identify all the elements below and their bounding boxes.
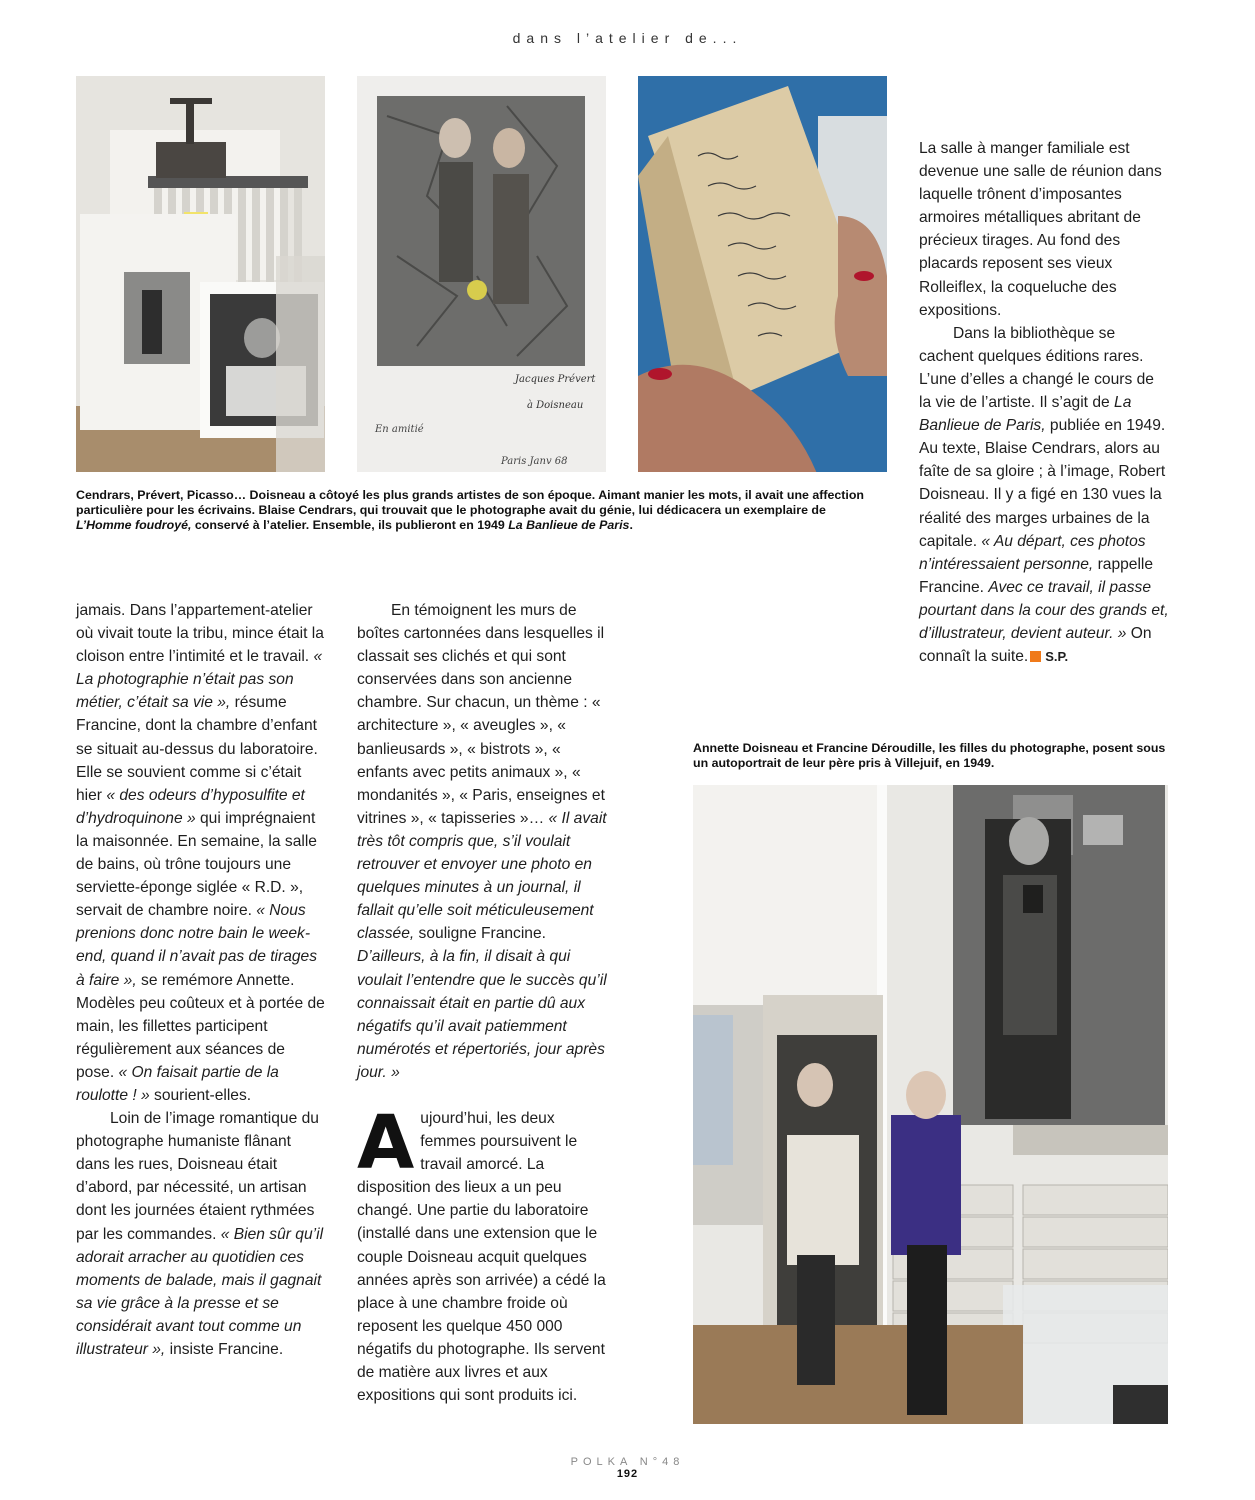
footer-page-number: 192 bbox=[616, 1468, 639, 1480]
col2-quote: D’ailleurs, à la fin, il disait à qui voulait l’entendre que le succès qu’il connaissait était en partie dû aux négatifs qu’il avait patiemment numérotés et répertoriés, jour après jour. » bbox=[357, 948, 607, 1081]
body-column-2 bbox=[357, 599, 609, 1407]
col1-paragraph-1 bbox=[76, 599, 326, 1107]
caption-top-book-title-2: La Banlieue de Paris bbox=[508, 518, 630, 532]
caption-top-text-2: conservé à l’atelier. Ensemble, ils publieront en 1949 bbox=[191, 518, 509, 532]
caption-top-text-1: Cendrars, Prévert, Picasso… Doisneau a côtoyé les plus grands artistes de son époque. Aimant manier les mots, il avait une affection particulière pour les écrivains. Blaise Cendrars, qui trouvait que le photographe avait du génie, lui dédicacera un exemplaire de bbox=[76, 488, 864, 517]
caption-top-book-title-1: L’Homme foudroyé, bbox=[76, 518, 192, 532]
col3-quote: Avec ce travail, il passe pourtant dans la cour des grands et, d’illustrateur, devient auteur. » bbox=[919, 578, 1169, 642]
col1-quote: « On faisait partie de la roulotte ! » bbox=[76, 1063, 279, 1104]
col3-text: On connaît la suite. bbox=[919, 624, 1152, 666]
col1-paragraph-2 bbox=[76, 1107, 326, 1361]
col2-paragraph-2 bbox=[357, 1099, 609, 1407]
col3-book-title: La Banlieue de Paris, bbox=[919, 394, 1132, 435]
col2-paragraph-1 bbox=[357, 599, 609, 1084]
drop-cap: A bbox=[357, 1099, 415, 1186]
footer-magazine: POLKA N°48 bbox=[570, 1456, 685, 1468]
photo-cendrars-book bbox=[638, 76, 887, 472]
caption-top bbox=[76, 488, 874, 533]
col1-quote: « La photographie n’était pas son métier, c’était sa vie », bbox=[76, 648, 323, 712]
col1-text: qui imprégnaient la maisonnée. En semaine, la salle de bains, où trône toujours une serviette-éponge siglée « R.D. », servait de chambre noire. bbox=[76, 809, 317, 920]
col1-text: sourient-elles. bbox=[149, 1086, 252, 1104]
collage-amitie: En amitié bbox=[375, 424, 424, 435]
body-column-1 bbox=[76, 599, 326, 1361]
col3-text: rappelle Francine. bbox=[919, 555, 1154, 596]
end-mark bbox=[1030, 651, 1041, 662]
col2-text: En témoignent les murs de boîtes cartonnées dans lesquelles il classait ses clichés et qui sont conservées dans son ancienne chambre. Sur chacun, un thème : « architecture », « aveugles », « banlieusards », « bistrots », « enfants avec petits animaux », « mondanités », « Paris, enseignes et vitrines », « tapisseries »… bbox=[357, 602, 605, 827]
author-signature: S.P. bbox=[1045, 649, 1069, 665]
col1-text: insiste Francine. bbox=[165, 1341, 284, 1358]
caption-top-text-3: . bbox=[629, 518, 633, 532]
caption-bottom: Annette Doisneau et Francine Déroudille, les filles du photographe, posent sous un autoportrait de leur père pris à Villejuif, en 1949. bbox=[693, 741, 1166, 770]
col3-text: Dans la bibliothèque se cachent quelques éditions rares. L’une d’elles a changé le cours de la vie de l’artiste. Il s’agit de bbox=[919, 324, 1154, 412]
col2-text: ujourd’hui, les deux femmes poursuivent le travail amorcé. La disposition des lieux a un peu changé. Une partie du laboratoire (installé dans une extension que le couple Doisneau acquit quelques années après son arrivée) a cédé la place à une chambre froide où reposent les quelque 450 000 négatifs du photographe. Ils servent de matière aux livres et aux expositions qui sont produits ici. bbox=[357, 1109, 606, 1405]
col1-quote: « Nous prenions donc notre bain le week-end, quand il n’avait pas de tirages à faire », bbox=[76, 902, 318, 989]
photo-still-life bbox=[76, 76, 325, 472]
col3-text: publiée en 1949. Au texte, Blaise Cendrars, alors au faîte de sa gloire ; à l’image, Robert Doisneau. Il y a figé en 130 vues la réalité des marges urbaines de la capitale. bbox=[919, 417, 1166, 550]
photo-sisters bbox=[693, 785, 1168, 1424]
collage-dedication: à Doisneau bbox=[527, 400, 584, 411]
col1-text: Loin de l’image romantique du photographe humaniste flânant dans les rues, Doisneau était d’abord, par nécessité, un artisan dont les journées étaient rythmées par les commandes. bbox=[76, 1110, 319, 1243]
col1-text: résume Francine, dont la chambre d’enfant se situait au-dessus du laboratoire. Elle se souvient comme si c’était hier bbox=[76, 694, 318, 804]
col3-paragraph-2 bbox=[919, 322, 1169, 668]
collage-signature: Jacques Prévert bbox=[515, 374, 596, 385]
col2-text: souligne Francine. bbox=[414, 925, 546, 943]
col1-text: jamais. Dans l’appartement-atelier où vivait toute la tribu, mince était la cloison entre l’intimité et le travail. bbox=[76, 602, 324, 666]
col1-text: se remémore Annette. Modèles peu coûteux et à portée de main, les fillettes participent régulièrement aux séances de pose. bbox=[76, 971, 325, 1081]
col1-quote: « des odeurs d’hyposulfite et d’hydroquinone » bbox=[76, 786, 305, 827]
col1-quote: « Bien sûr qu’il adorait arracher au quotidien ces moments de balade, mais il gagnait sa vie grâce à la presse et se considérait avant tout comme un illustrateur », bbox=[76, 1225, 324, 1358]
photo-prevert-collage bbox=[357, 76, 606, 472]
collage-date: Paris Janv 68 bbox=[501, 456, 568, 467]
col3-paragraph-1: La salle à manger familiale est devenue une salle de réunion dans laquelle trônent d’imposantes armoires métalliques abritant de précieux tirages. Au fond des placards reposent ses vieux Rolleiflex, la coqueluche des expositions. bbox=[919, 140, 1162, 319]
section-kicker: dans l’atelier de... bbox=[512, 30, 743, 46]
col2-quote: « Il avait très tôt compris que, s’il voulait retrouver et envoyer une photo en quelques minutes à un journal, il fallait qu’elle soit méticuleusement classée, bbox=[357, 809, 607, 943]
body-column-3 bbox=[919, 137, 1169, 668]
col3-quote: « Au départ, ces photos n’intéressaient personne, bbox=[919, 532, 1146, 573]
